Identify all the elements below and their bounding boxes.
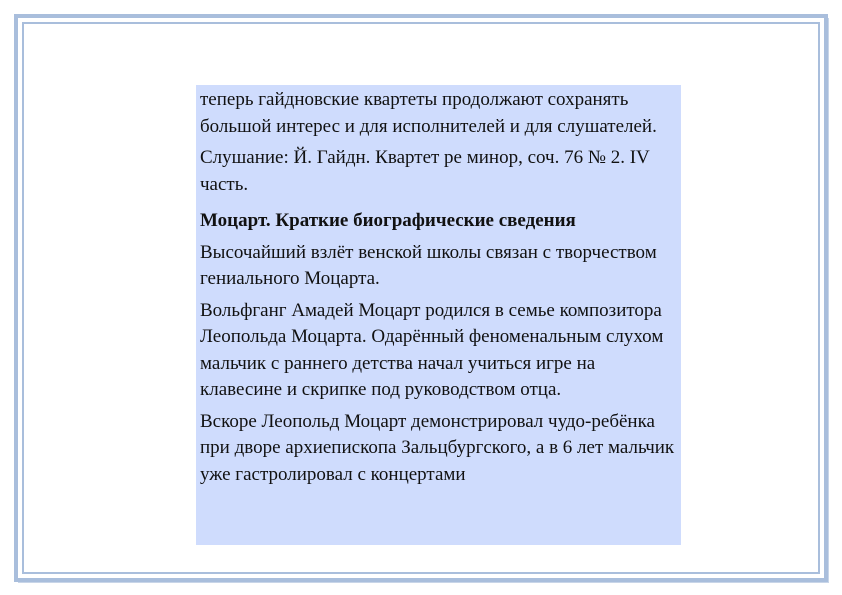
text-box bbox=[196, 85, 681, 545]
section-heading-mozart: Моцарт. Краткие биографические сведения bbox=[200, 210, 576, 231]
paragraph-vienna-school: Высочайший взлёт венской школы связан с творчеством гениального Моцарта. bbox=[200, 241, 657, 289]
paragraph-mozart-tours: Вскоре Леопольд Моцарт демонстрировал чудо-ребёнка при дворе архиепископа Зальцбургского, а в 6 лет мальчик уже гастролировал с концертами bbox=[200, 410, 675, 485]
paragraph-haydn-quartets: теперь гайдновские квартеты продолжают сохранять большой интерес и для исполнителей и для слушателей. bbox=[200, 89, 657, 137]
paragraph-mozart-birth: Вольфганг Амадей Моцарт родился в семье композитора Леопольда Моцарта. Одарённый феноменальным слухом мальчик с раннего детства начал учиться игре на клавесине и скрипке под руководством отца. bbox=[200, 299, 664, 400]
paragraph-listening: Слушание: Й. Гайдн. Квартет ре минор, соч. 76 № 2. IV часть. bbox=[200, 147, 650, 195]
